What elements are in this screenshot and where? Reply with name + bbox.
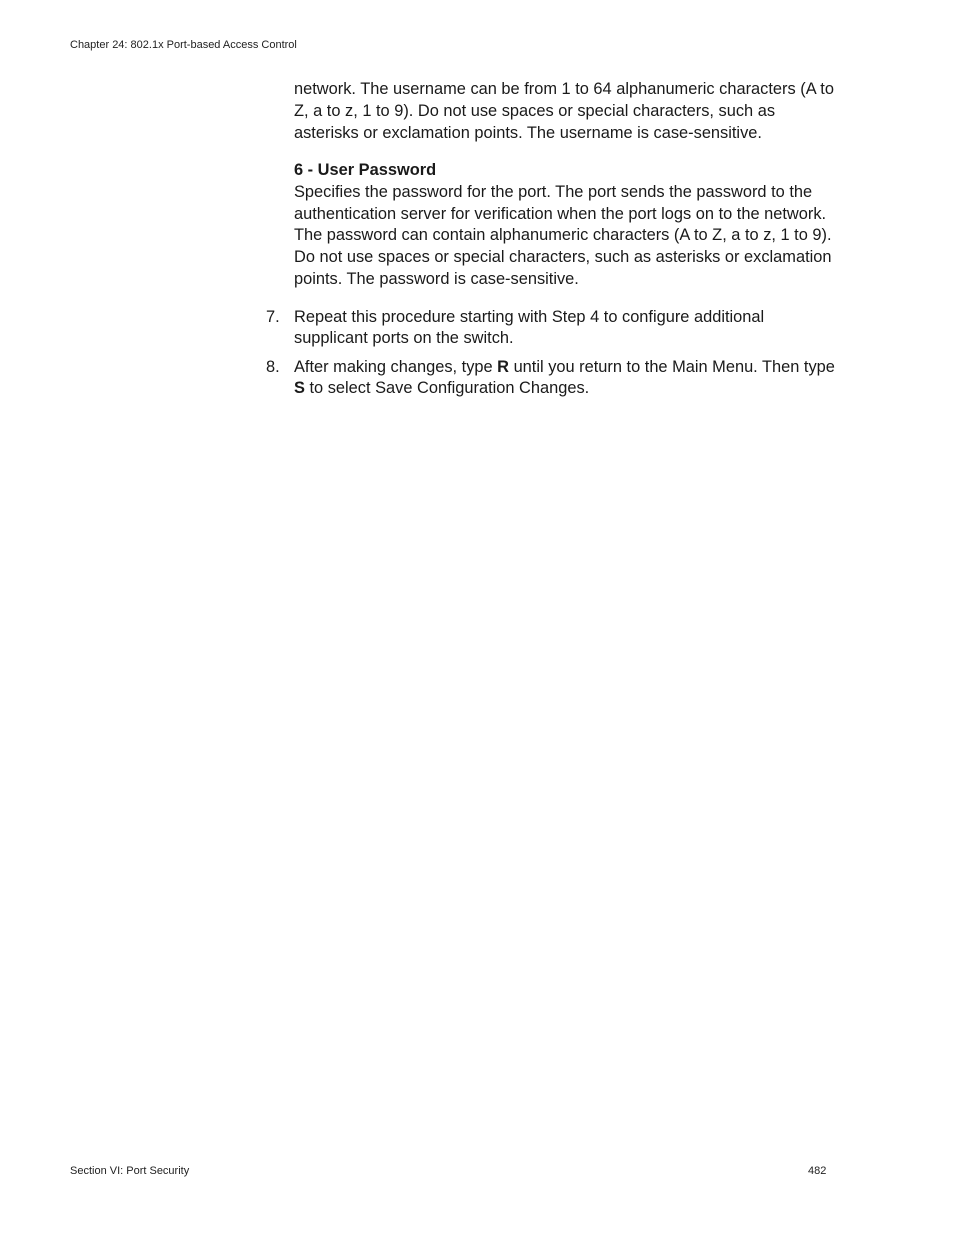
step-text: [294, 357, 836, 398]
step-text-part: to select Save Configuration Changes.: [304, 378, 590, 397]
step-text-part: After making changes, type: [294, 358, 498, 376]
field-title: 6 - User Password: [294, 161, 437, 179]
field-description: Specifies the password for the port. The port sends the password to the authentication server for verification when the port logs on to the network. The password can contain alphanumeric characters (A to Z, a to z, 1 to 9). Do not use spaces or special characters, such as asterisks or exclamation points. The password is case-sensitive.: [294, 182, 832, 288]
running-header: Chapter 24: 802.1x Port-based Access Control: [70, 39, 297, 51]
continued-paragraph: [294, 79, 834, 144]
field-user-password: [294, 160, 834, 291]
step-text-part: until you return to the Main Menu. Then type: [509, 358, 835, 376]
username-description: network. The username can be from 1 to 64 alphanumeric characters (A to Z, a to z, 1 to 9). Do not use spaces or special characters, such as asterisks or exclamation points. The username is case-sensitive.: [294, 80, 834, 142]
step-number: 8.: [266, 358, 280, 376]
step-8: [266, 357, 836, 398]
step-text: Repeat this procedure starting with Step 4 to configure additional supplicant ports on the switch.: [294, 308, 765, 347]
key-s: S: [294, 378, 305, 397]
procedure-steps: [266, 307, 836, 407]
key-r: R: [497, 358, 510, 376]
step-number: 7.: [266, 308, 280, 326]
page-number: 482: [808, 1165, 827, 1177]
footer-section: Section VI: Port Security: [70, 1165, 190, 1177]
step-7: [266, 307, 836, 348]
